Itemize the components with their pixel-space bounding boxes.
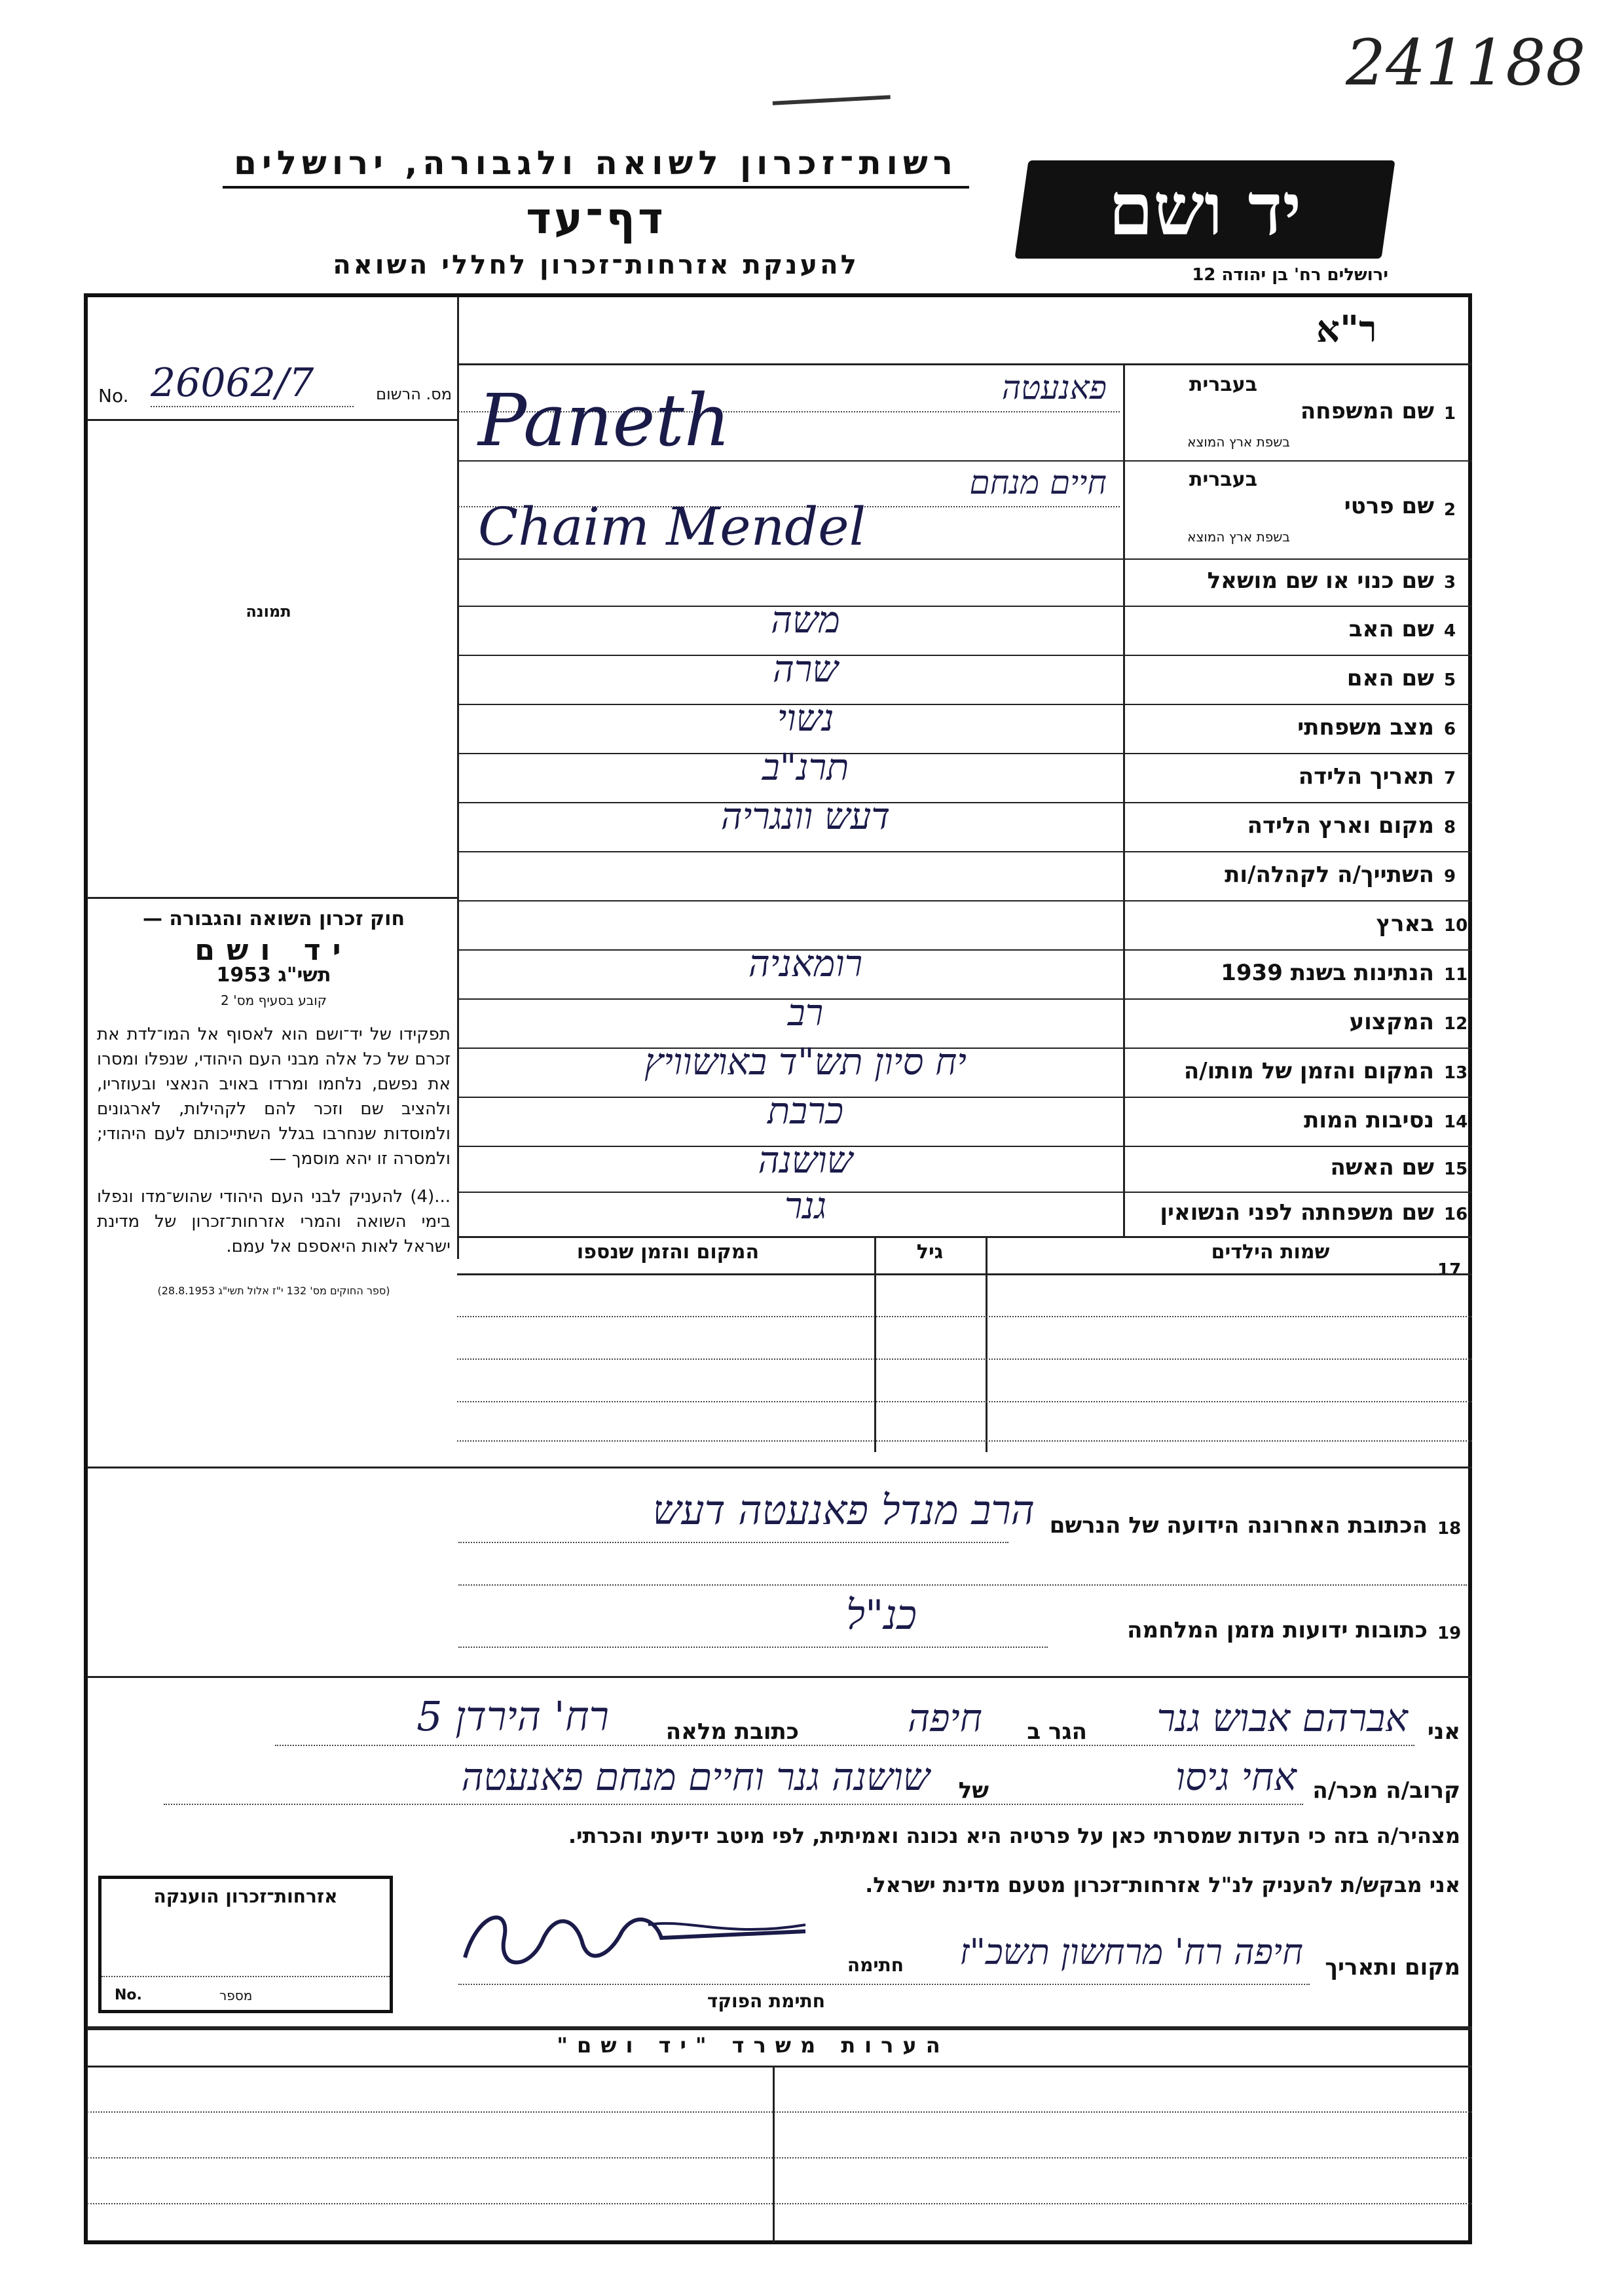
decl-place-date-value: חיפה רח' מרחשון תשכ"ז: [959, 1931, 1303, 1973]
law-clause: קובע בסעיף מס' 2: [221, 993, 327, 1008]
decl-address-label: כתובת מלאה: [665, 1719, 799, 1745]
field-12-number: 12: [1444, 1013, 1468, 1034]
field-2-value-origin: Chaim Mendel: [478, 496, 866, 557]
field-13-number: 13: [1444, 1063, 1468, 1083]
remarks-top: [87, 2026, 1472, 2030]
registration-label: מס. הרשום: [376, 385, 452, 403]
remarks-header-line: [87, 2066, 1472, 2068]
field-18-value: הרב מנדל פאנעטה דעש: [652, 1486, 1035, 1534]
decl-line-1: [275, 1745, 1414, 1746]
law-box: [97, 907, 451, 1303]
field-5-value: שרה: [773, 648, 838, 691]
header-row-line: [457, 363, 1472, 365]
field-6-value: נשוי: [777, 697, 834, 740]
remarks-line-3: [87, 2203, 1472, 2204]
field-1-value-origin: Paneth: [478, 378, 731, 462]
top-scribble-mark: [773, 95, 891, 111]
children-row-4: [457, 1440, 1472, 1442]
left-column-divider: [457, 297, 459, 1259]
decl-of-label: של: [958, 1777, 989, 1804]
decl-official-label: חתימת הפוקד: [707, 1990, 825, 2012]
field-1-lang-origin: בשפת ארץ המוצא: [1187, 434, 1290, 450]
children-col-divider-1: [874, 1236, 876, 1452]
decl-relative-name: שושנה גנר וחיים מנחם פאנעטה: [461, 1755, 930, 1799]
children-header-place-time: המקום והזמן שנספו: [576, 1241, 760, 1264]
field-17-number: 17: [1437, 1260, 1462, 1280]
decl-signature-label: חתימה: [847, 1954, 904, 1976]
field-18-number: 18: [1437, 1519, 1462, 1539]
remarks-title: הערות משרד "יד ושם": [557, 2033, 950, 2058]
field-2-row-line: [457, 558, 1472, 560]
header-title: דף־עד: [526, 193, 666, 244]
decl-lives-in: הגר ב: [1027, 1719, 1087, 1745]
field-3-label: שם כנוי או שם מושאל: [1207, 568, 1434, 594]
field-19-number: 19: [1437, 1624, 1462, 1643]
field-19-value: כנ"ל: [846, 1591, 917, 1639]
decl-place-date-label: מקום ותאריך: [1325, 1954, 1460, 1980]
field-1-lang-hebrew: בעברית: [1189, 373, 1257, 396]
decl-signature-line: [458, 1984, 1310, 1985]
field-1-label: שם המשפחה: [1300, 398, 1434, 424]
header-authority: רשות־זכרון לשואה ולגבורה, ירושלים: [223, 144, 969, 189]
photo-box-bottom: [87, 897, 457, 899]
field-16-label: שם משפחתה לפני הנשואין: [1160, 1199, 1434, 1226]
registration-row-line: [87, 419, 457, 421]
children-table-bottom: [87, 1467, 1472, 1468]
field-18-line-2: [458, 1584, 1467, 1586]
remarks-line-2: [87, 2157, 1472, 2159]
field-15-label: שם האשה: [1330, 1154, 1434, 1180]
field-2-label: שם פרטי: [1344, 493, 1434, 519]
field-14-value: כרבת: [767, 1090, 844, 1133]
children-row-1: [457, 1316, 1472, 1317]
decl-address: רח' הירדן 5: [416, 1692, 609, 1740]
field-14-number: 14: [1444, 1112, 1468, 1132]
handwritten-signature: [452, 1899, 819, 1984]
children-header-age: גיל: [916, 1241, 944, 1264]
field-5-label: שם האם: [1346, 665, 1434, 691]
field-4-value: משה: [771, 599, 840, 642]
field-11-label: הנתינות בשנת 1939: [1221, 959, 1434, 986]
field-14-label: נסיבות המות: [1304, 1106, 1434, 1133]
award-box-no: No.: [115, 1987, 142, 2003]
field-19-label: כתובות ידועות מזמן המלחמה: [1127, 1617, 1428, 1643]
law-title: חוק זכרון השואה והגבורה —: [142, 907, 405, 930]
law-text-2: ...(4) להעניק לבני העם היהודי שהוש־מדו ונפלו בימי השואה והמרי אזרחות־זכרון של מדינת ישראל לאות היאספם אל עמם.: [97, 1187, 451, 1256]
field-9-label: השתייך/ה לקהלה/ות: [1225, 861, 1434, 888]
decl-name: אברהם אבוש גנר: [1156, 1696, 1408, 1740]
field-2-lang-hebrew: בעברית: [1189, 468, 1257, 491]
remarks-line-1: [87, 2111, 1472, 2113]
field-10-label: בארץ: [1376, 910, 1434, 937]
field-15-number: 15: [1444, 1159, 1468, 1179]
field-18-label: הכתובת האחרונה הידועה של הנרשם: [1049, 1512, 1428, 1539]
law-name: יד ושם: [194, 934, 353, 967]
field-4-label: שם האב: [1348, 615, 1434, 642]
decl-request: אני מבקש/ת להעניק לנ"ל אזרחות־זכרון מטעם מדינת ישראל.: [865, 1872, 1460, 1897]
field-7-value: תרנ"ב: [762, 746, 849, 789]
field-8-number: 8: [1444, 817, 1456, 837]
field-12-value: רב: [787, 992, 824, 1034]
archive-number: 241188: [1346, 26, 1586, 100]
field-6-label: מצב משפחתי: [1297, 714, 1434, 740]
field-11-number: 11: [1444, 964, 1468, 985]
registration-number: 26062/7: [151, 360, 354, 407]
field-3-number: 3: [1444, 573, 1456, 592]
decl-relation-label: קרוב/ה מכר/ה: [1312, 1777, 1460, 1804]
field-8-label: מקום וארץ הלידה: [1247, 812, 1434, 839]
field-2-number: 2: [1444, 500, 1456, 520]
decl-line-2: [164, 1804, 1303, 1805]
children-row-3: [457, 1401, 1472, 1402]
field-6-number: 6: [1444, 719, 1456, 739]
decl-relation-value: אחי גיסו: [1175, 1755, 1297, 1799]
field-12-label: המקצוע: [1349, 1008, 1434, 1035]
field-10-number: 10: [1444, 915, 1468, 936]
children-col-divider-2: [986, 1236, 987, 1452]
field-7-number: 7: [1444, 768, 1456, 788]
children-header-names: שמות הילדים: [1211, 1241, 1330, 1264]
field-2-value-hebrew: חיים מנחם: [969, 464, 1107, 501]
label-column-divider: [1123, 365, 1125, 1236]
header-subtitle: להענקת אזרחות־זכרון לחללי השואה: [333, 250, 859, 280]
field-13-label: המקום והזמן של מותו/ה: [1183, 1057, 1434, 1084]
field-19-line: [458, 1647, 1048, 1648]
law-text-1: תפקידו של יד־ושם הוא לאסוף אל המו־לדת את זכרם של כל אלה מבני העם היהודי, שנפלו ומסרו את נפשם, נלחמו ומרדו באויב הנאצי ובעוזריו, ולהציב שם וזכר להם לקהילות, לארגונים ולמוסדות שנחרבו בגלל השתייכותם לעם היהודי; ולמסרה זו יהא מוסמך —: [97, 1025, 451, 1169]
photo-label: תמונה: [246, 602, 291, 621]
logo-text: יד ושם: [1108, 167, 1302, 251]
field-2-lang-origin: בשפת ארץ המוצא: [1187, 529, 1290, 545]
remarks-divider: [773, 2066, 775, 2242]
law-source: (ספר החוקים מס' 132 י"ז אלול תשי"ג 28.8.1953): [157, 1285, 390, 1297]
field-16-value: גנר: [784, 1185, 827, 1228]
yad-vashem-logo: [1014, 160, 1395, 259]
address-section-bottom: [87, 1676, 1472, 1678]
field-15-value: שושנה: [758, 1139, 853, 1182]
field-13-value: יח סיון תש"ד באושוויץ: [644, 1041, 967, 1084]
registration-no-label: No.: [98, 385, 129, 407]
field-7-label: תאריך הלידה: [1298, 763, 1434, 790]
field-16-number: 16: [1444, 1205, 1468, 1224]
field-5-number: 5: [1444, 670, 1456, 690]
field-18-line-1: [458, 1542, 1008, 1543]
field-1-number: 1: [1444, 403, 1456, 424]
award-box-number-label: מספר: [219, 1988, 253, 2003]
field-8-row-line: [457, 851, 1472, 852]
field-9-row-line: [457, 900, 1472, 902]
children-row-2: [457, 1358, 1472, 1360]
field-1-value-hebrew: פאנעטה: [1001, 369, 1107, 407]
field-8-value: דעש וונגריה: [720, 795, 891, 838]
award-box: [98, 1876, 393, 2013]
children-header-line: [457, 1273, 1472, 1275]
decl-statement: מצהיר/ה בזה כי העדות שמסרתי כאן על פרטיה היא נכונה ואמיתית, לפי מיטב ידיעתי והכרתי.: [568, 1823, 1460, 1848]
field-9-number: 9: [1444, 866, 1456, 886]
award-box-title: אזרחות־זכרון הוענקה: [153, 1886, 338, 1907]
decl-city: חיפה: [908, 1696, 982, 1740]
children-table-top: [457, 1236, 1472, 1238]
law-year: תשי"ג 1953: [216, 964, 331, 987]
field-4-number: 4: [1444, 621, 1456, 641]
logo-address: ירושלים רח' בן יהודה 12: [1192, 265, 1388, 285]
decl-prefix: אני: [1427, 1719, 1460, 1745]
field-11-value: רומאניה: [748, 943, 863, 985]
corner-mark: ר"א: [1316, 308, 1377, 351]
